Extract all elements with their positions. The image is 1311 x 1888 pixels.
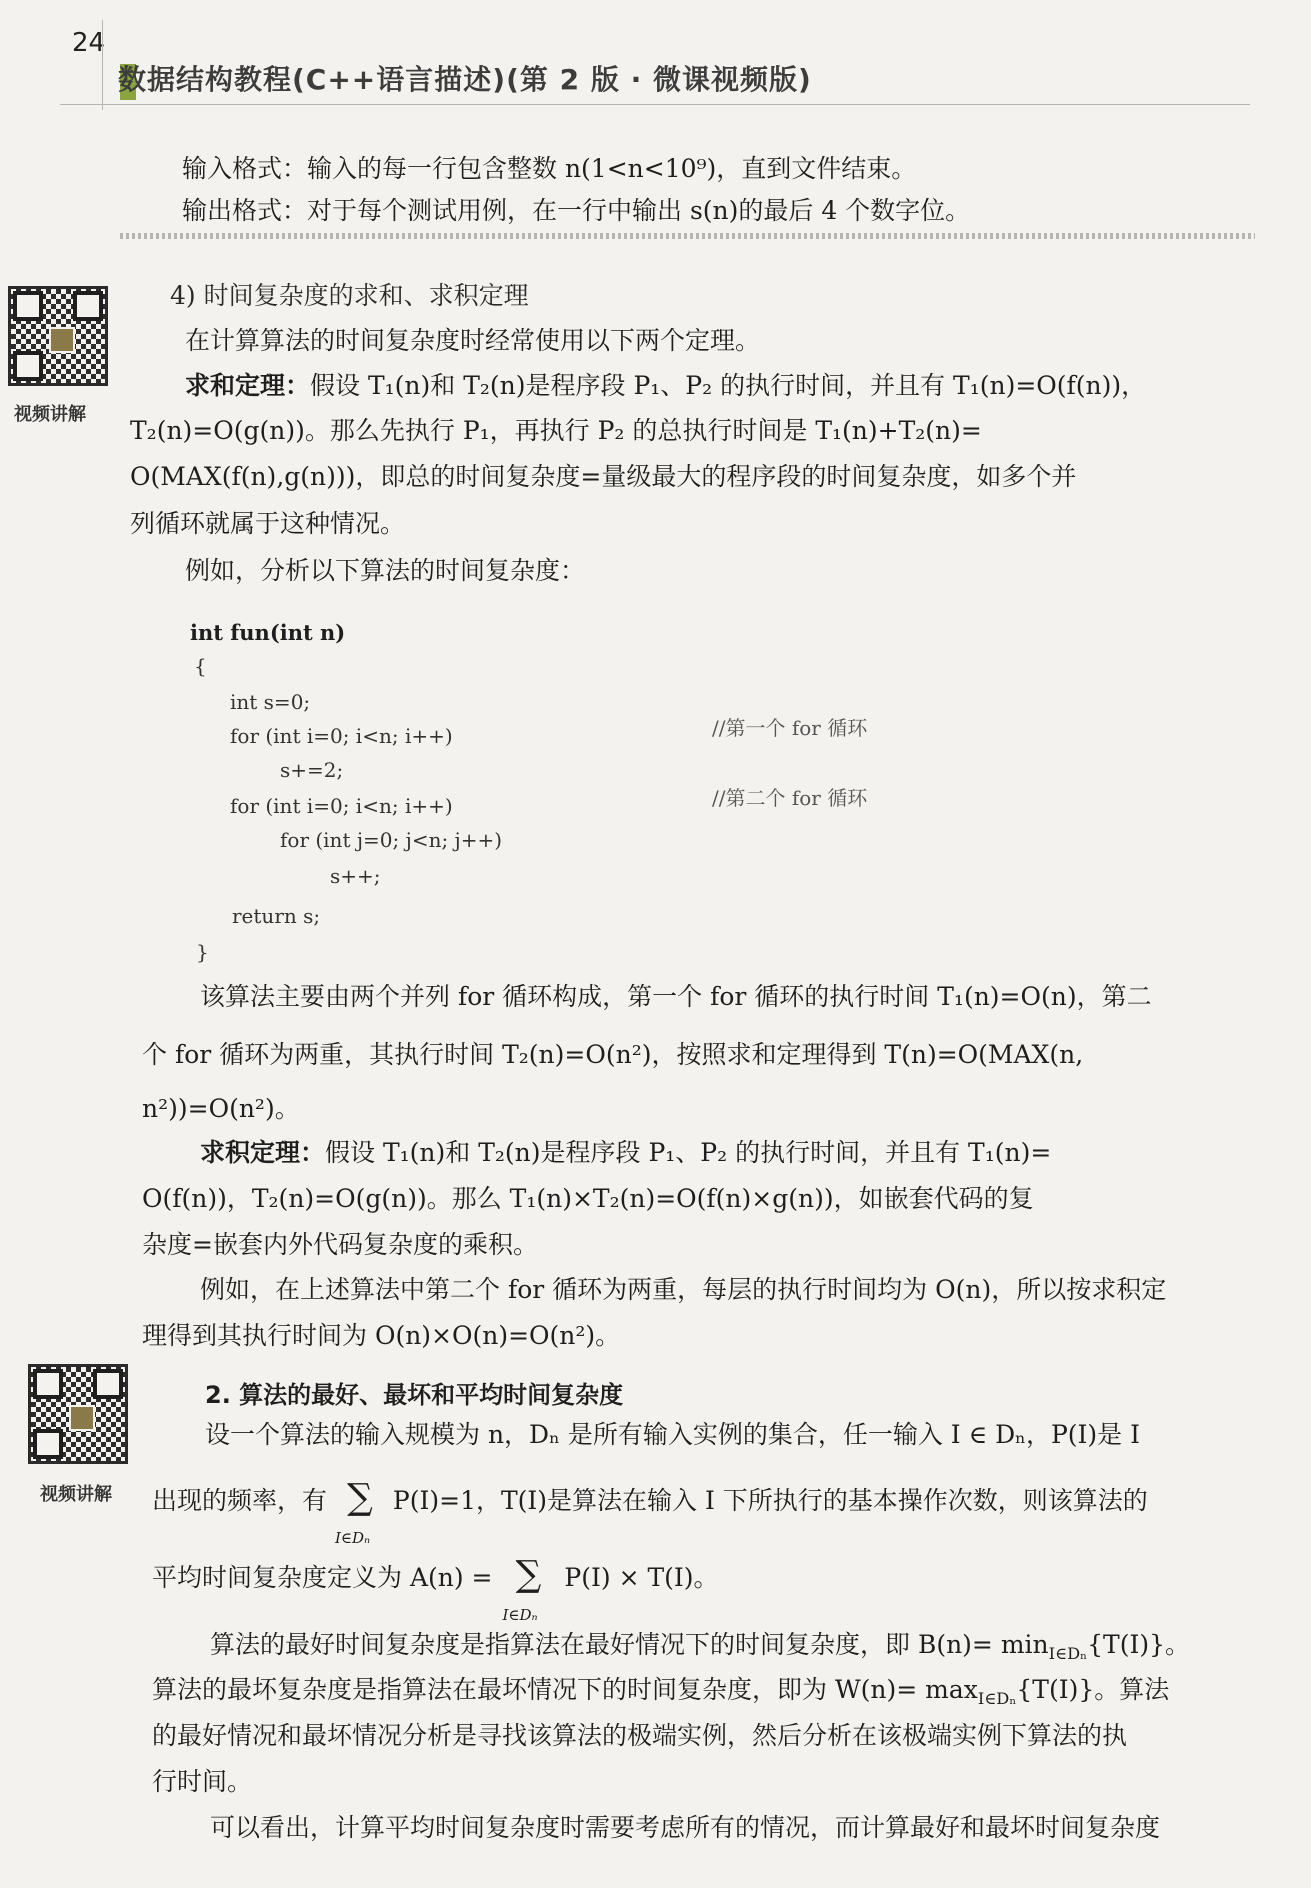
sum-symbol: ∑ bbox=[515, 1554, 542, 1595]
code-line: return s; bbox=[232, 904, 321, 928]
paragraph bbox=[200, 1136, 1051, 1170]
paragraph: 列循环就属于这种情况。 bbox=[130, 509, 406, 538]
paragraph bbox=[210, 1628, 1190, 1671]
text: {T(I)}。 bbox=[1087, 1630, 1191, 1659]
code-line: for (int j=0; j<n; j++) bbox=[280, 828, 503, 852]
code-line: for (int i=0; i<n; i++) bbox=[230, 724, 453, 748]
theorem-text: 假设 T₁(n)和 T₂(n)是程序段 P₁、P₂ 的执行时间，并且有 T₁(n)=O(f(n))， bbox=[310, 371, 1147, 400]
subscript: I∈Dₙ bbox=[977, 1689, 1017, 1708]
code-line: s+=2; bbox=[280, 758, 344, 782]
sum-expression bbox=[500, 1554, 556, 1624]
text: P(I) × T(I)。 bbox=[564, 1563, 719, 1592]
text: 出现的频率，有 bbox=[152, 1486, 328, 1515]
paragraph bbox=[152, 1477, 1148, 1547]
paragraph bbox=[152, 1673, 1169, 1716]
paragraph: 在计算算法的时间复杂度时经常使用以下两个定理。 bbox=[185, 326, 761, 355]
paragraph: 例如，分析以下算法的时间复杂度： bbox=[185, 556, 586, 585]
theorem-text: 假设 T₁(n)和 T₂(n)是程序段 P₁、P₂ 的执行时间，并且有 T₁(n)= bbox=[325, 1138, 1052, 1167]
qr-code-icon[interactable] bbox=[8, 286, 108, 386]
header-rule bbox=[60, 104, 1250, 105]
paragraph: 理得到其执行时间为 O(n)×O(n)=O(n²)。 bbox=[142, 1321, 621, 1350]
code-comment: //第二个 for 循环 bbox=[712, 786, 868, 810]
section-heading: 4) 时间复杂度的求和、求积定理 bbox=[170, 281, 529, 310]
code-line: int s=0; bbox=[230, 690, 311, 714]
paragraph bbox=[185, 369, 1146, 403]
text: 算法的最坏复杂度是指算法在最坏情况下的时间复杂度，即为 W(n)= max bbox=[152, 1675, 978, 1704]
section-heading: 2. 算法的最好、最坏和平均时间复杂度 bbox=[205, 1381, 624, 1409]
paragraph: 设一个算法的输入规模为 n，Dₙ 是所有输入实例的集合，任一输入 I ∈ Dₙ，P(I)是 I bbox=[205, 1420, 1140, 1449]
subscript: I∈Dₙ bbox=[1048, 1644, 1088, 1663]
paragraph: 可以看出，计算平均时间复杂度时需要考虑所有的情况，而计算最好和最坏时间复杂度 bbox=[210, 1813, 1161, 1842]
code-line: int fun(int n) bbox=[190, 620, 346, 645]
qr-code-icon[interactable] bbox=[28, 1364, 128, 1464]
sum-subscript: I∈Dₙ bbox=[502, 1606, 538, 1624]
dotted-separator bbox=[120, 233, 1255, 239]
sum-expression bbox=[334, 1477, 385, 1547]
paragraph: 该算法主要由两个并列 for 循环构成，第一个 for 循环的执行时间 T₁(n)=O(n)，第二 bbox=[200, 982, 1152, 1011]
paragraph: O(f(n))，T₂(n)=O(g(n))。那么 T₁(n)×T₂(n)=O(f(n)×g(n))，如嵌套代码的复 bbox=[142, 1184, 1034, 1213]
qr-label: 视频讲解 bbox=[40, 1484, 112, 1505]
code-line: for (int i=0; i<n; i++) bbox=[230, 794, 453, 818]
paragraph: 的最好情况和最坏情况分析是寻找该算法的极端实例，然后分析在该极端实例下算法的执 bbox=[152, 1721, 1128, 1750]
page-number: 24 bbox=[72, 28, 106, 58]
header-vertical-rule bbox=[102, 20, 103, 110]
code-line: } bbox=[196, 940, 209, 964]
input-format-line: 输入格式：输入的每一行包含整数 n(1<n<10⁹)，直到文件结束。 bbox=[182, 154, 917, 183]
paragraph: n²))=O(n²)。 bbox=[142, 1094, 300, 1123]
output-format-line: 输出格式：对于每个测试用例，在一行中输出 s(n)的最后 4 个数字位。 bbox=[182, 196, 971, 225]
book-title: 数据结构教程(C++语言描述)(第 2 版 · 微课视频版) bbox=[118, 63, 812, 96]
theorem-label: 求积定理： bbox=[200, 1138, 326, 1167]
code-line: { bbox=[194, 654, 207, 678]
text: 平均时间复杂度定义为 A(n) = bbox=[152, 1563, 493, 1592]
paragraph bbox=[152, 1554, 719, 1624]
text: 算法的最好时间复杂度是指算法在最好情况下的时间复杂度，即 B(n)= min bbox=[210, 1630, 1049, 1659]
paragraph: 行时间。 bbox=[152, 1767, 253, 1796]
paragraph: 杂度=嵌套内外代码复杂度的乘积。 bbox=[142, 1230, 538, 1259]
paragraph: 个 for 循环为两重，其执行时间 T₂(n)=O(n²)，按照求和定理得到 T(n)=O(MAX(n, bbox=[142, 1040, 1084, 1069]
code-comment: //第一个 for 循环 bbox=[712, 716, 868, 740]
sum-subscript: I∈Dₙ bbox=[334, 1529, 371, 1547]
qr-label: 视频讲解 bbox=[14, 404, 86, 425]
theorem-label: 求和定理： bbox=[185, 371, 311, 400]
paragraph: T₂(n)=O(g(n))。那么先执行 P₁，再执行 P₂ 的总执行时间是 T₁(n)+T₂(n)= bbox=[130, 416, 982, 445]
code-line: s++; bbox=[330, 864, 381, 888]
text: P(I)=1，T(I)是算法在输入 I 下所执行的基本操作次数，则该算法的 bbox=[392, 1486, 1148, 1515]
paragraph: O(MAX(f(n),g(n)))，即总的时间复杂度=量级最大的程序段的时间复杂度，如多个并 bbox=[130, 462, 1077, 491]
text: {T(I)}。算法 bbox=[1016, 1675, 1170, 1704]
paragraph: 例如，在上述算法中第二个 for 循环为两重，每层的执行时间均为 O(n)，所以按求积定 bbox=[200, 1275, 1167, 1304]
sum-symbol: ∑ bbox=[347, 1477, 373, 1518]
